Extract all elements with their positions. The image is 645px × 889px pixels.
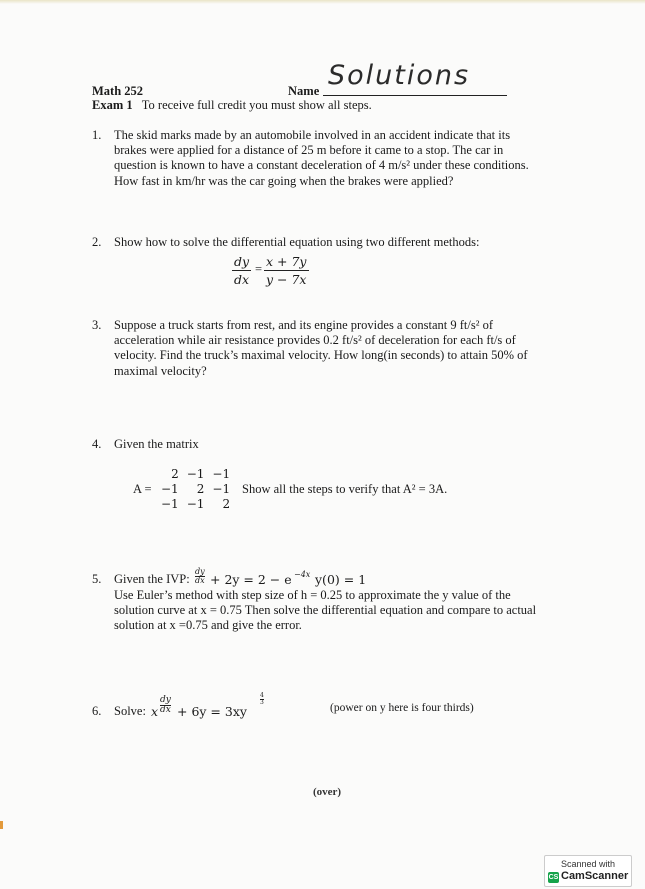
question-text	[114, 128, 529, 189]
fraction-rhs	[264, 254, 309, 287]
ivp-prefix: Given the IVP:	[114, 572, 190, 586]
text-line: velocity. Find the truck’s maximal velocity. How long(in seconds) to attain 50% of	[114, 348, 528, 363]
matrix-table	[153, 466, 230, 511]
question-text	[114, 318, 528, 379]
text-line: Show how to solve the differential equation using two different methods:	[114, 235, 480, 249]
text-line: The skid marks made by an automobile involved in an accident indicate that its	[114, 128, 511, 142]
question-number: 6.	[92, 704, 102, 718]
matrix-cell: −1	[161, 481, 179, 496]
question-number: 1.	[92, 128, 102, 142]
fraction-numerator: dy	[160, 695, 171, 705]
matrix-cell: −1	[212, 466, 231, 481]
question-number: 3.	[92, 318, 102, 332]
name-label: Name	[288, 84, 320, 98]
matrix-cell: 2	[196, 481, 205, 496]
question-text	[114, 567, 584, 634]
fraction-denominator: dx	[160, 705, 171, 715]
camscanner-badge	[544, 855, 632, 887]
fraction-denominator: y − 7x	[266, 272, 307, 287]
fraction-dy-dx	[232, 254, 251, 287]
question-number: 4.	[92, 437, 102, 451]
fraction-numerator: dy	[195, 567, 205, 576]
camscanner-logo-icon: CS	[548, 874, 559, 881]
question-text	[114, 235, 479, 250]
question-number: 2.	[92, 235, 102, 249]
matrix-cell: 2	[222, 496, 231, 511]
equation-x: x	[151, 704, 159, 719]
exam-label: Exam 1	[92, 98, 133, 112]
matrix-label: A =	[133, 482, 152, 496]
ivp-initial-condition: y(0) = 1	[315, 572, 367, 587]
course-title: Math 252	[92, 84, 144, 98]
over-note: (over)	[313, 786, 342, 798]
text-line: How fast in km/hr was the car going when the brakes were applied?	[114, 173, 454, 188]
equation-exponent	[260, 693, 264, 706]
ivp-exponent: −4x	[294, 570, 311, 579]
equals-sign: =	[255, 262, 263, 276]
matrix-cell: −1	[186, 496, 205, 511]
fraction-numerator: dy	[234, 254, 250, 269]
scanner-name: CamScanner	[561, 870, 629, 882]
ivp-line	[114, 567, 584, 588]
text-line: question is known to have a constant deceleration of 4 m/s² under these conditions.	[114, 158, 529, 173]
matrix-cell: −1	[161, 496, 179, 511]
equation-middle: + 6y = 3xy	[177, 704, 247, 719]
matrix-row	[153, 466, 230, 481]
matrix-instruction: Show all the steps to verify that A² = 3A.	[242, 482, 448, 496]
matrix-cell: −1	[186, 466, 205, 481]
question-text	[114, 692, 584, 724]
text-line: solution at x =0.75 and give the error.	[114, 618, 302, 633]
fraction-denominator: dx	[234, 272, 250, 287]
matrix-row	[153, 481, 230, 496]
question-number: 5.	[92, 572, 102, 586]
text-line: brakes were applied for a distance of 25 m before it came to a stop. The car in	[114, 143, 504, 158]
exponent-numerator: 4	[260, 692, 264, 699]
text-line: acceleration while air resistance provides 0.2 ft/s² of deceleration for each ft/s of	[114, 333, 516, 348]
edge-mark	[0, 821, 3, 829]
question-text	[114, 437, 199, 452]
ivp-equation: + 2y = 2 − e	[210, 572, 292, 587]
handwritten-name: Solutions	[328, 60, 471, 91]
matrix-cell: −1	[212, 481, 231, 496]
solve-prefix: Solve:	[114, 704, 146, 718]
text-line: Use Euler’s method with step size of h = 0.25 to approximate the y value of the	[114, 588, 511, 602]
exponent-denominator: 3	[260, 699, 264, 706]
text-line: Suppose a truck starts from rest, and its engine provides a constant 9 ft/s² of	[114, 318, 494, 332]
page-top-edge	[0, 0, 645, 4]
matrix-cell: 2	[171, 466, 179, 481]
matrix-row	[153, 496, 230, 511]
equation-fraction	[160, 696, 171, 715]
fraction-numerator: x + 7y	[266, 254, 307, 269]
text-line: solution curve at x = 0.75 Then solve the differential equation and compare to actual	[114, 603, 537, 618]
text-line: maximal velocity?	[114, 363, 207, 378]
ivp-fraction	[195, 568, 205, 585]
scanner-caption: Scanned with	[560, 859, 616, 869]
exam-header	[92, 98, 372, 113]
exam-instructions: To receive full credit you must show all steps.	[141, 98, 372, 112]
power-note: (power on y here is four thirds)	[330, 702, 474, 714]
fraction-denominator: dx	[195, 576, 205, 585]
name-underline	[323, 95, 507, 96]
text-line: Given the matrix	[114, 437, 199, 451]
